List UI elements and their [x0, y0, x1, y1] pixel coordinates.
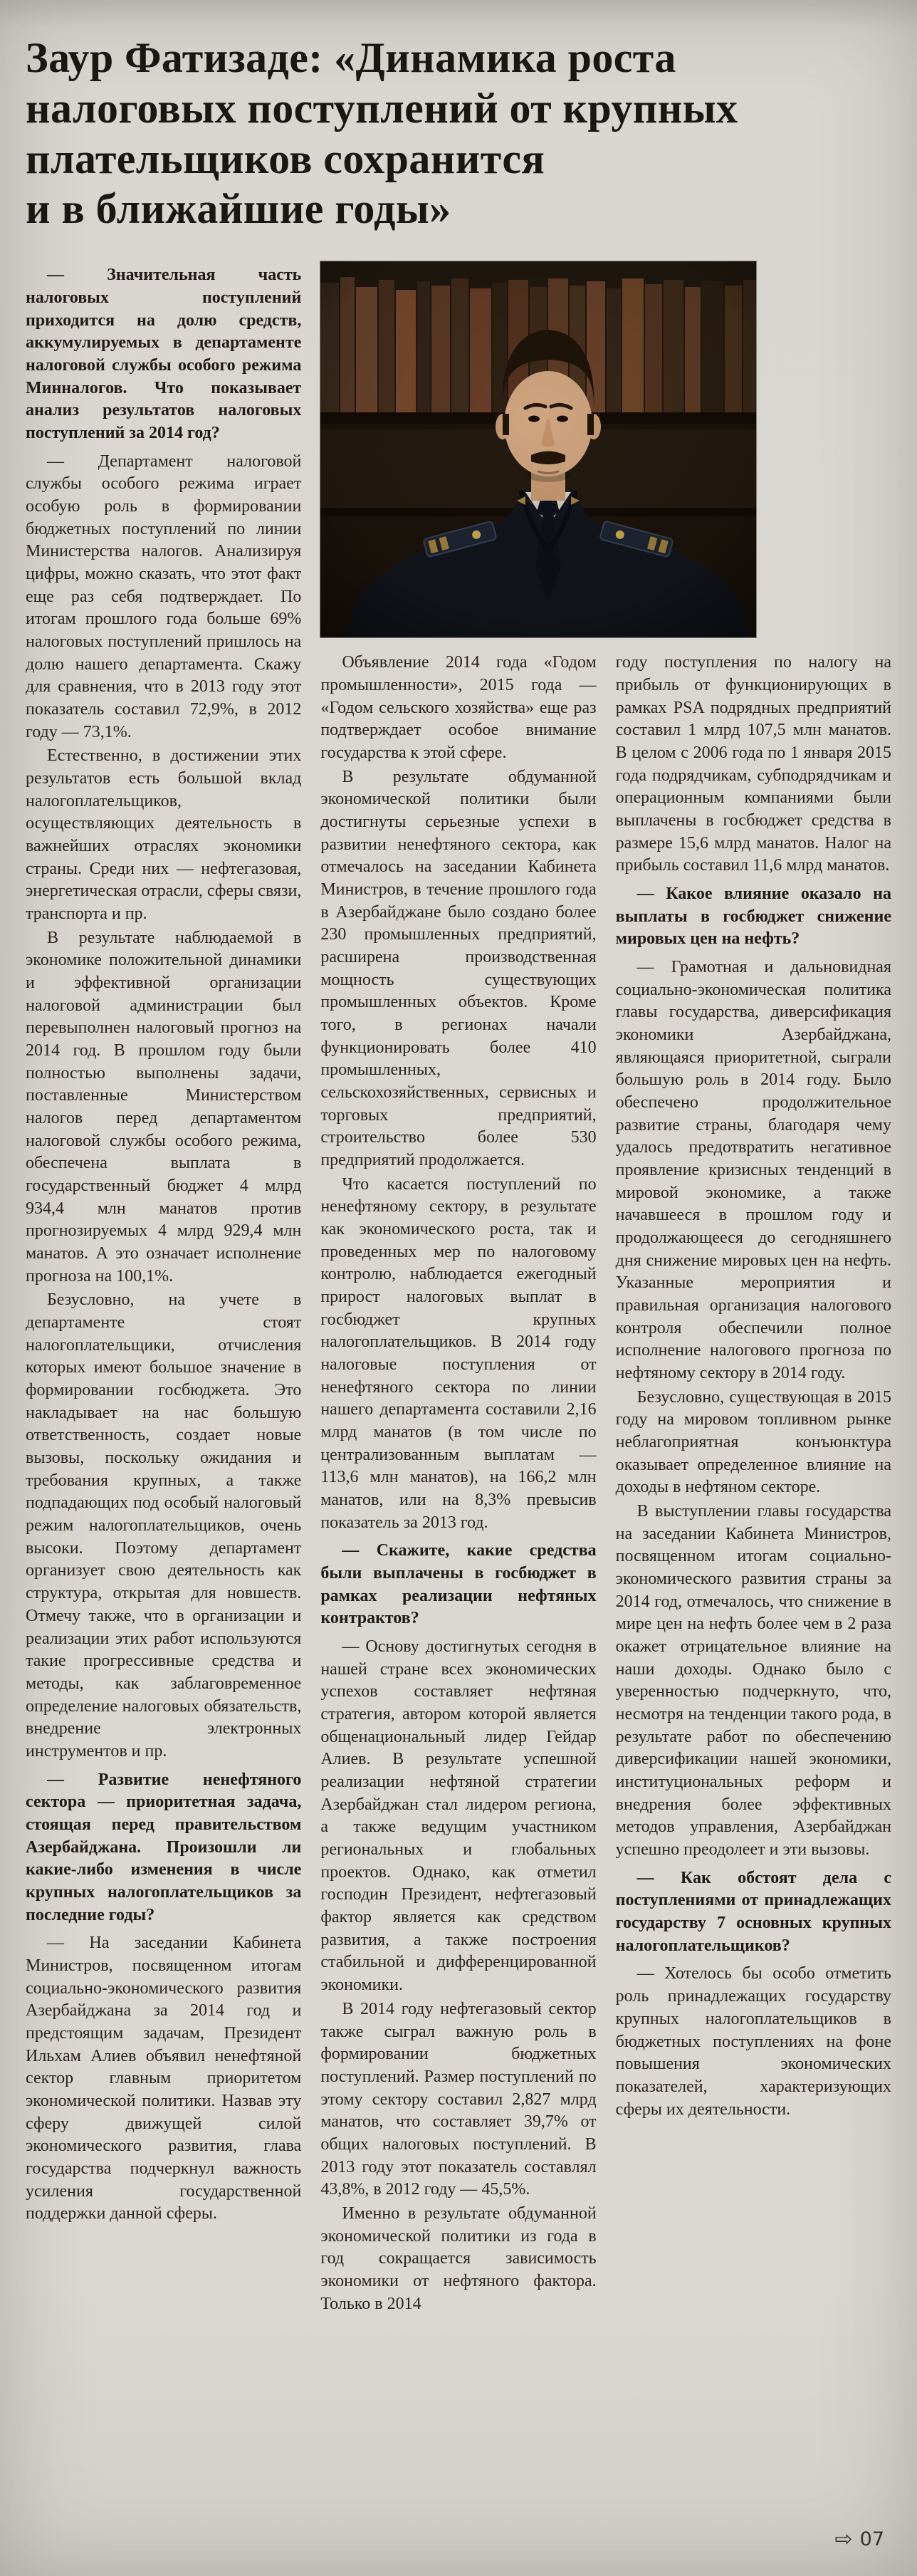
title-line: плательщиков сохранится: [26, 135, 545, 182]
answer-paragraph: Безусловно, на учете в департаменте стоят налогоплательщики, отчисления которых имеют большое значение в формировании госбюджета. Это накладывает на нас большую ответственность, создает новые вызовы, поскольку ожидания и требования крупных, а также подпадающих под особый налоговый режим налогоплательщиков, очень высоки. Поэтому департамент организует свою деятельность как структура, открытая для новшеств. Отмечу также, что в организации и реализации этих работ используются такие прогрессивные средства и методы, как заблаговременное определение налоговых обязательств, внедрение электронных инструментов и пр.: [26, 1290, 302, 1761]
column-3-text: [616, 652, 891, 2121]
answer-paragraph: В результате наблюдаемой в экономике положительной динамики и эффективной организации налоговой администрации был перевыполнен налоговый прогноз на 2014 год. В прошлом году были полностью выполнены задачи, поставленные Министерством налогов перед департаментом налоговой службы особого режима, обеспечена выплата в государственный бюджет 4 млрд 934,4 млн манатов против прогнозируемых 4 млрд 929,4 млн манатов. А это означает исполнение прогноза на 100,1%.: [26, 928, 302, 1286]
answer-paragraph: В результате обдуманной экономической политики были достигнуты серьезные успехи в развитии ненефтяного сектора, как отмечалось на заседании Кабинета Министров, в течение прошлого года в Азербайджане было создано более 230 промышленных предприятий, расширена производственная мощность существующих промышленных объектов. Кроме того, в регионах начали функционировать более 410 промышленных, сельскохозяйственных, сервисных и торговых предприятий, строительство более 530 предприятий продолжается.: [320, 767, 597, 1169]
title-line: Заур Фатизаде: «Динамика роста: [26, 34, 676, 81]
article-title: [26, 33, 889, 234]
question-paragraph: — Значительная часть налоговых поступлений приходится на долю средств, аккумулируемых в департаменте налоговой службы особого режима Минналогов. Что показывает анализ результатов налоговых поступлений за 2014 год?: [26, 266, 302, 442]
question-paragraph: — Скажите, какие средства были выплачены в госбюджет в рамках реализации нефтяных контрактов?: [320, 1541, 597, 1628]
portrait-photo-graphic: [320, 261, 756, 637]
column-1: [26, 259, 301, 2227]
answer-paragraph: Объявление 2014 года «Годом промышленности», 2015 года — «Годом сельского хозяйства» еще раз подтверждает особое внимание государства к этой сфере.: [320, 653, 597, 762]
question-paragraph: — Развитие ненефтяного сектора — приоритетная задача, стоящая перед правительством Азербайджана. Произошли ли какие-либо изменения в числе крупных налогоплательщиков за последние годы?: [26, 1770, 302, 1924]
column-2-text: [320, 652, 596, 2315]
article-body: [0, 259, 917, 2317]
answer-paragraph: — Основу достигнутых сегодня в нашей стране всех экономических успехов составляет нефтяная стратегия, автором которой является общенациональный лидер Гейдар Алиев. В результате успешной реализации нефтяной стратегии Азербайджан стал лидером региона, а также ведущим участником региональных и глобальных проектов. Однако, как отметил господин Президент, нефтегазовый фактор является как средством развития, а также построения стабильной и дифференцированной экономики.: [320, 1637, 597, 1995]
answer-paragraph: Что касается поступлений по ненефтяному сектору, в результате как экономического роста, так и проведенных мер по налоговому контролю, наблюдается ежегодный прирост налоговых выплат в госбюджет крупных налогоплательщиков. В 2014 году налоговые поступления от ненефтяного сектора по линии нашего департамента составили 2,16 млрд манатов (в том числе по централизованным выплатам — 113,6 млн манатов), на 166,2 млн манатов, или на 8,3% превысив показатель за 2013 год.: [320, 1174, 597, 1532]
page-number: 07: [859, 2528, 884, 2550]
question-paragraph: — Какое влияние оказало на выплаты в госбюджет снижение мировых цен на нефть?: [615, 884, 891, 949]
portrait-photo: [320, 261, 756, 637]
answer-paragraph: — Департамент налоговой службы особого режима играет особую роль в формировании бюджетных поступлений по линии Министерства налогов. Анализируя цифры, можно сказать, что этот факт еще раз себя подтверждает. По итогам прошлого года больше 69% налоговых поступлений пришлось на долю нашего департамента. Скажу для сравнения, что в 2013 году этот показатель составил 72,9%, в 2012 году — 73,1%.: [26, 452, 302, 741]
answer-paragraph: — Хотелось бы особо отметить роль принадлежащих государству крупных налогоплательщиков в бюджетных поступлениях на фоне повышения экономических показателей, характеризующих сферы их деятельности.: [615, 1964, 891, 2119]
article-header: [0, 0, 917, 234]
answer-paragraph: Именно в результате обдуманной экономической политики из года в год сокращается зависимость экономики от нефтяного фактора. Только в 2014: [320, 2204, 597, 2313]
title-line: налоговых поступлений от крупных: [26, 84, 738, 132]
answer-paragraph: Безусловно, существующая в 2015 году на мировом топливном рынке неблагоприятная конъюнктура оказывает определенное влияние на доходы в нефтяном секторе.: [615, 1387, 891, 1497]
answer-paragraph: В выступлении главы государства на заседании Кабинета Министров, посвященном итогам социально-экономического развития страны за 2014 год, отмечалось, что снижение в мире цен на нефть более чем в 2 раза окажет отрицательное влияние на наши доходы. Однако было с уверенностью подчеркнуто, что, несмотря на тенденции такого рода, в результате работ по обеспечению диверсификации нашей экономики, институциональных реформ и внедрения более эффективных методов управления, Азербайджан успешно преодолеет и эти вызовы.: [615, 1502, 891, 1860]
answer-paragraph: — На заседании Кабинета Министров, посвященном итогам социально-экономического развития Азербайджана за 2014 год и предстоящим задачам, Президент Ильхам Алиев объявил ненефтяной сектор главным приоритетом экономической политики. Назвав эту сферу движущей силой экономического развития, глава государства подчеркнул важность усиления государственной поддержки данной сферы.: [26, 1934, 302, 2223]
question-paragraph: — Как обстоят дела с поступлениями от принадлежащих государству 7 основных крупных налогоплательщиков?: [615, 1868, 891, 1955]
answer-paragraph: Естественно, в достижении этих результатов есть большой вклад налогоплательщиков, осуществляющих деятельность в важнейших отраслях экономики страны. Среди них — нефтегазовая, энергетическая отрасли, сферы связи, транспорта и пр.: [26, 746, 302, 923]
page-arrow-icon: ⇨: [834, 2527, 853, 2552]
title-line: и в ближайшие годы»: [26, 185, 451, 233]
answer-paragraph: В 2014 году нефтегазовый сектор также сыграл важную роль в формировании бюджетных поступлений. Размер поступлений по этому сектору составил 2,827 млрд манатов, что составляет 39,7% от общих налоговых поступлений. В 2013 году этот показатель составлял 43,8%, в 2012 году — 45,5%.: [320, 1999, 597, 2199]
answer-paragraph: году поступления по налогу на прибыль от функционирующих в рамках PSA подрядных предприятий составил 1 млрд 107,5 млн манатов. В целом с 2006 года по 1 января 2015 года подрядчикам, субподрядчикам и операционным компаниями были выплачены в госбюджет средства в размере 15,6 млрд манатов. Налог на прибыль составил 11,6 млрд манатов.: [615, 653, 891, 875]
page-footer: [835, 2527, 885, 2552]
answer-paragraph: — Грамотная и дальновидная социально-экономическая политика главы государства, диверсификация экономики Азербайджана, являющаяся приоритетной, сыграли большую роль в 2014 году. Было обеспечено продолжительное развитие страны, благодаря чему удалось предотвратить негативное проявление кризисных тенденций в мировой экономике, а также начавшееся в прошлом году и продолжающееся до сегодняшнего дня снижение мировых цен на нефть. Указанные мероприятия и правильная организация налогового контроля обеспечили полное исполнение налогового прогноза по нефтяному сектору в 2014 году.: [615, 957, 891, 1383]
